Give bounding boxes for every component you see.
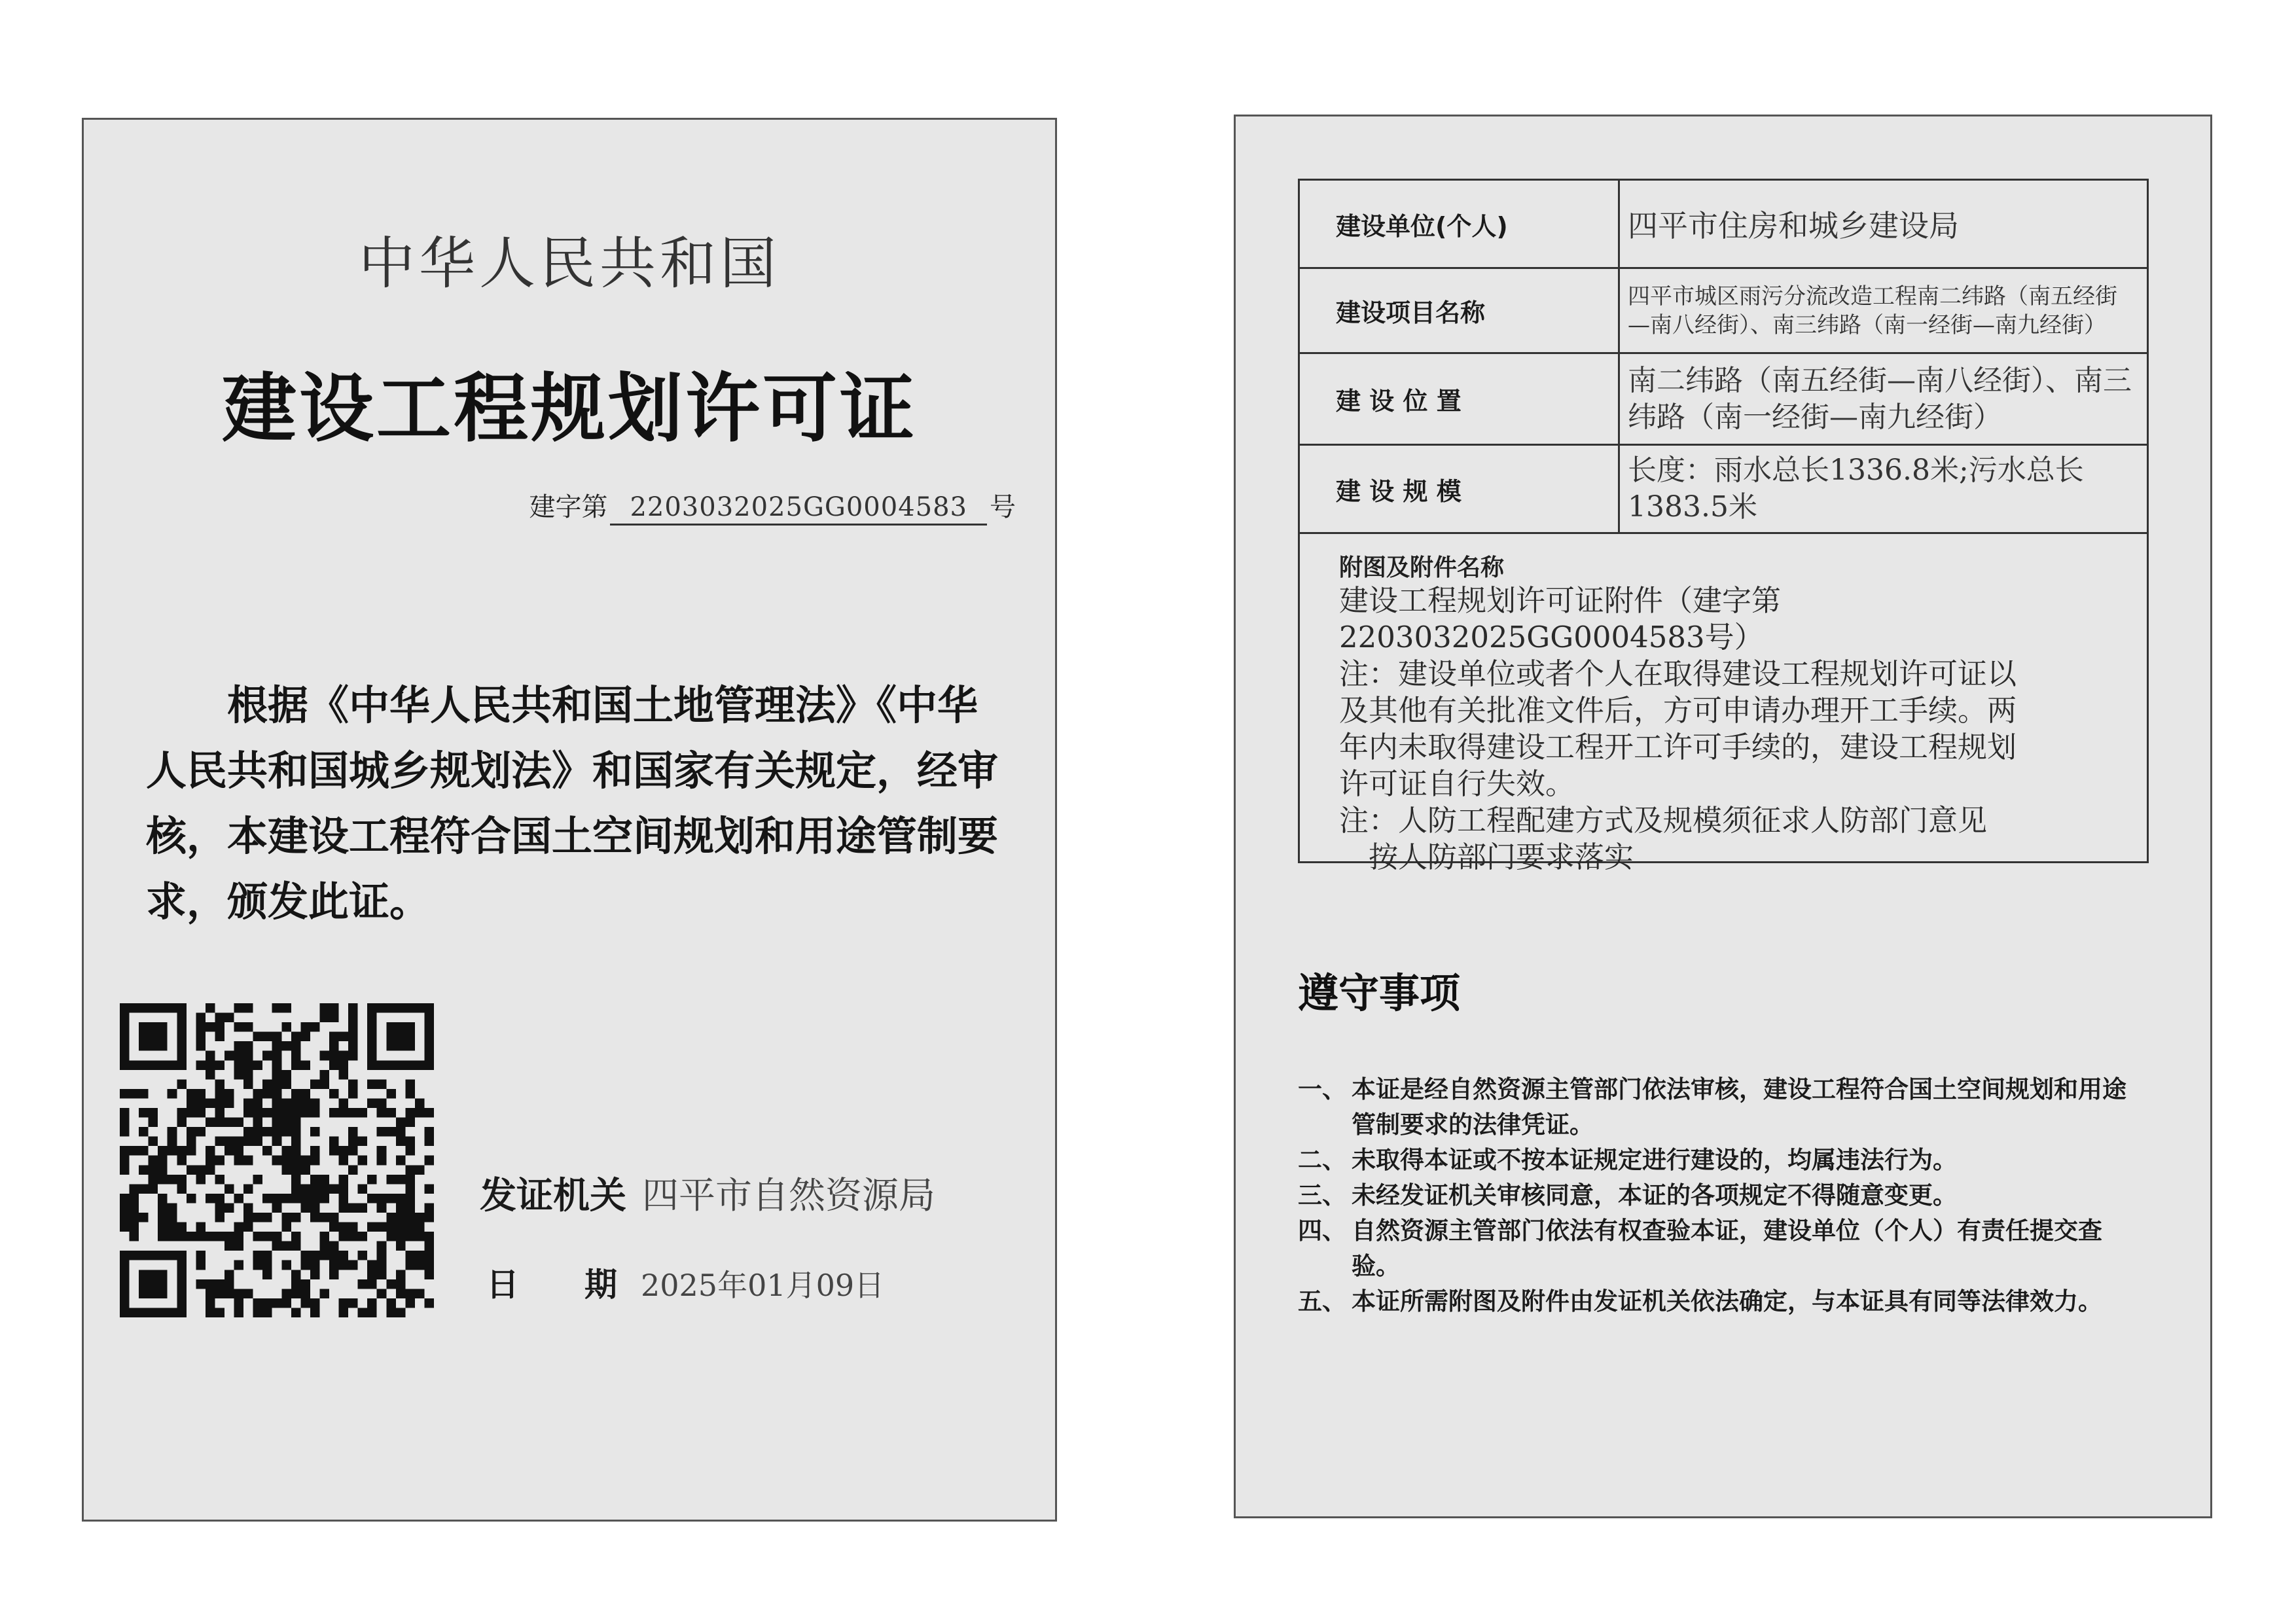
issuing-authority — [480, 1167, 935, 1219]
row-value-scale: 长度：雨水总长1336.8米;污水总长1383.5米 — [1619, 445, 2148, 533]
date-label: 日 期 — [486, 1266, 617, 1304]
notice-number: 二、 — [1298, 1146, 1346, 1174]
attachment-line: 及其他有关批准文件后，方可申请办理开工手续。两 — [1339, 693, 2017, 728]
country-title: 中华人民共和国 — [359, 231, 780, 296]
table-row — [1299, 180, 2148, 268]
attachment-line: 按人防部门要求落实 — [1369, 840, 1634, 874]
permit-number-value: 2203032025GG0004583 — [610, 492, 987, 526]
permit-front-page — [82, 118, 1057, 1522]
notice-number: 四、 — [1298, 1217, 1346, 1245]
row-label-scale: 建 设 规 模 — [1299, 445, 1619, 533]
attachment-line: 2203032025GG0004583号） — [1339, 620, 1764, 654]
notices-title: 遵守事项 — [1298, 969, 1461, 1017]
list-item — [1298, 1072, 2149, 1143]
permit-number — [529, 486, 1016, 526]
list-item — [1298, 1178, 2149, 1213]
attachment-line: 注：人防工程配建方式及规模须征求人防部门意见 — [1339, 803, 1988, 838]
notice-text: 本证是经自然资源主管部门依法审核，建设工程符合国土空间规划和用途管制要求的法律凭证。 — [1352, 1075, 2126, 1139]
list-item — [1298, 1284, 2149, 1319]
date-value: 2025年01月09日 — [641, 1268, 885, 1303]
table-row — [1299, 353, 2148, 445]
row-value-builder: 四平市住房和城乡建设局 — [1619, 180, 2148, 268]
attachment-line: 年内未取得建设工程开工许可手续的，建设工程规划 — [1339, 730, 2017, 764]
table-row — [1299, 268, 2148, 353]
row-label-project-name: 建设项目名称 — [1299, 268, 1619, 353]
notice-text: 未经发证机关审核同意，本证的各项规定不得随意变更。 — [1352, 1181, 1957, 1209]
issuer-label: 发证机关 — [480, 1175, 626, 1217]
notice-text: 自然资源主管部门依法有权查验本证，建设单位（个人）有责任提交查验。 — [1352, 1217, 2102, 1280]
attachment-line: 建设工程规划许可证附件（建字第 — [1339, 583, 1782, 618]
permit-title: 建设工程规划许可证 — [221, 365, 917, 452]
row-label-location: 建 设 位 置 — [1299, 353, 1619, 445]
issuance-statement: 根据《中华人民共和国土地管理法》《中华人民共和国城乡规划法》和国家有关规定，经审核，本建设工程符合国土空间规划和用途管制要求，颁发此证。 — [146, 681, 999, 925]
notice-text: 未取得本证或不按本证规定进行建设的，均属违法行为。 — [1352, 1146, 1957, 1174]
permit-number-prefix: 建字第 — [529, 492, 608, 522]
notice-number: 五、 — [1298, 1287, 1346, 1315]
notices-list — [1298, 1072, 2149, 1319]
permit-number-suffix: 号 — [990, 492, 1016, 522]
qr-code-icon — [120, 1003, 434, 1317]
notice-text: 本证所需附图及附件由发证机关依法确定，与本证具有同等法律效力。 — [1352, 1287, 2102, 1315]
attachments-cell — [1299, 533, 2148, 874]
table-row — [1299, 445, 2148, 533]
attachments-label: 附图及附件名称 — [1339, 554, 1505, 581]
notice-number: 一、 — [1298, 1075, 1346, 1103]
attachment-line: 许可证自行失效。 — [1339, 766, 1575, 801]
issuer-value: 四平市自然资源局 — [642, 1175, 935, 1217]
row-value-project-name: 四平市城区雨污分流改造工程南二纬路（南五经街—南八经街）、南三纬路（南一经街—南九经街） — [1619, 268, 2148, 353]
project-info-table — [1298, 179, 2149, 874]
attachment-line: 注：建设单位或者个人在取得建设工程规划许可证以 — [1339, 656, 2017, 691]
row-label-builder: 建设单位(个人) — [1299, 180, 1619, 268]
list-item — [1298, 1213, 2149, 1284]
issue-date — [486, 1258, 884, 1306]
table-row — [1299, 533, 2148, 863]
list-item — [1298, 1143, 2149, 1178]
row-value-location: 南二纬路（南五经街—南八经街）、南三纬路（南一经街—南九经街） — [1619, 353, 2148, 445]
notice-number: 三、 — [1298, 1181, 1346, 1209]
permit-back-page — [1234, 115, 2212, 1518]
